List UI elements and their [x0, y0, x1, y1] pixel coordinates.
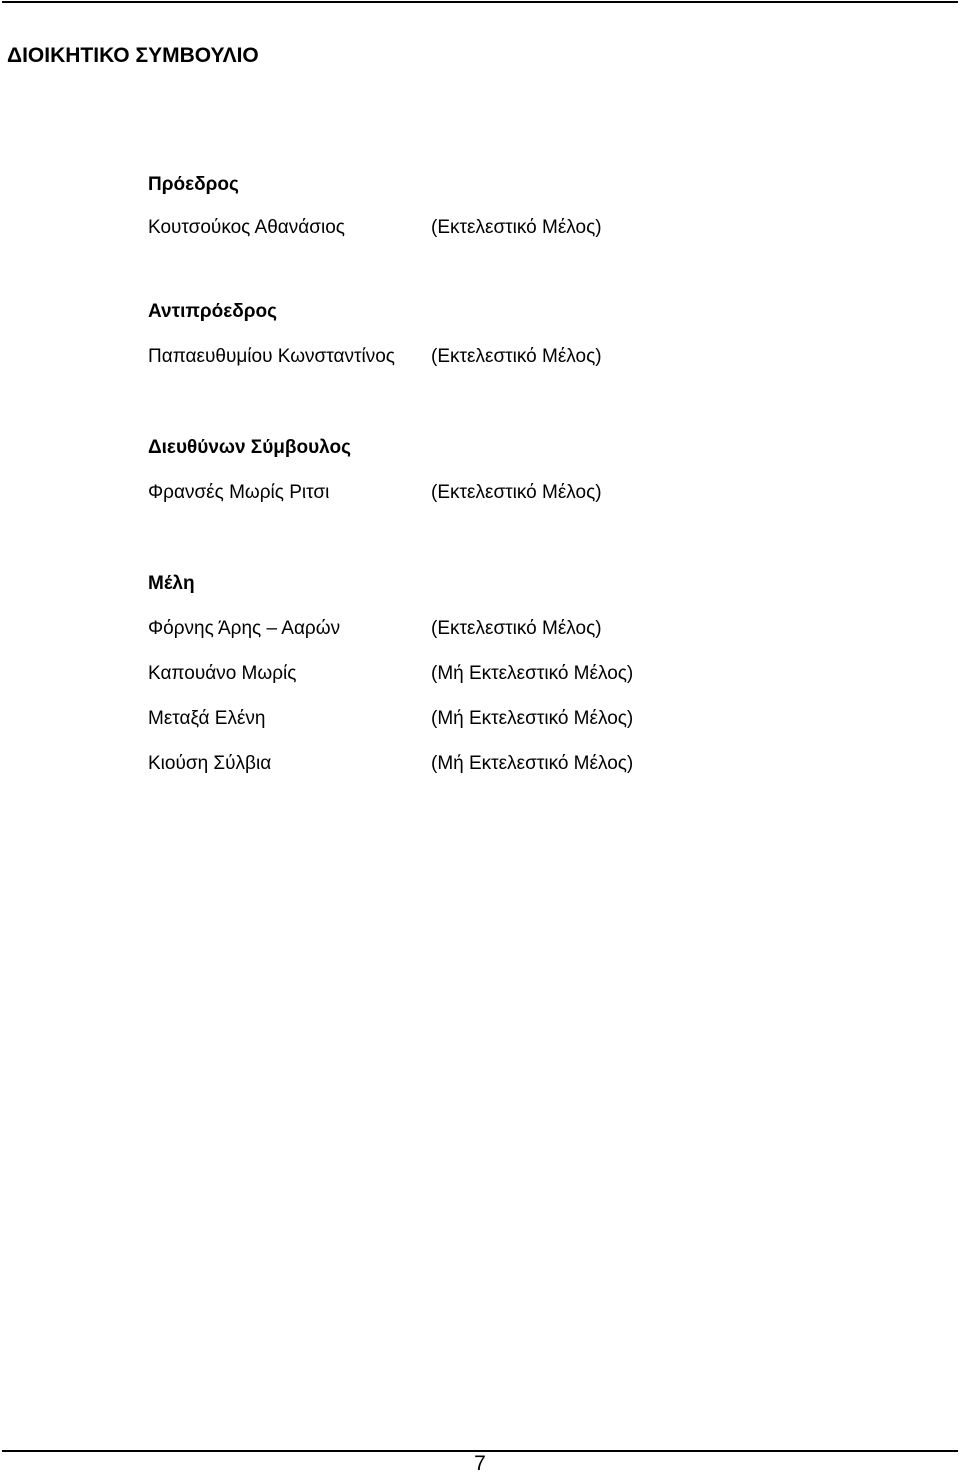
member-role: (Εκτελεστικό Μέλος): [431, 346, 602, 367]
section-heading-ceo: Διευθύνων Σύμβουλος: [148, 437, 351, 458]
member-role: (Μή Εκτελεστικό Μέλος): [431, 753, 634, 774]
member-name: Κιούση Σύλβια: [148, 753, 272, 774]
member-role: (Εκτελεστικό Μέλος): [431, 217, 602, 238]
member-role: (Εκτελεστικό Μέλος): [431, 482, 602, 503]
member-name: Μεταξά Ελένη: [148, 708, 266, 729]
page-number: 7: [474, 1452, 486, 1475]
member-role: (Μή Εκτελεστικό Μέλος): [431, 708, 634, 729]
member-name: Φόρνης Άρης – Ααρών: [148, 618, 341, 639]
section-heading-members: Μέλη: [148, 573, 195, 594]
top-rule: [2, 1, 958, 3]
section-heading-president: Πρόεδρος: [148, 174, 239, 195]
document-title: ΔΙΟΙΚΗΤΙΚΟ ΣΥΜΒΟΥΛΙΟ: [7, 44, 259, 67]
section-heading-vice-president: Αντιπρόεδρος: [148, 301, 278, 322]
member-role: (Εκτελεστικό Μέλος): [431, 618, 602, 639]
member-role: (Μή Εκτελεστικό Μέλος): [431, 663, 634, 684]
member-name: Κουτσούκος Αθανάσιος: [148, 217, 345, 238]
member-name: Καπουάνο Μωρίς: [148, 663, 297, 684]
member-name: Παπαευθυμίου Κωνσταντίνος: [148, 346, 395, 367]
member-name: Φρανσές Μωρίς Ριτσι: [148, 482, 330, 503]
